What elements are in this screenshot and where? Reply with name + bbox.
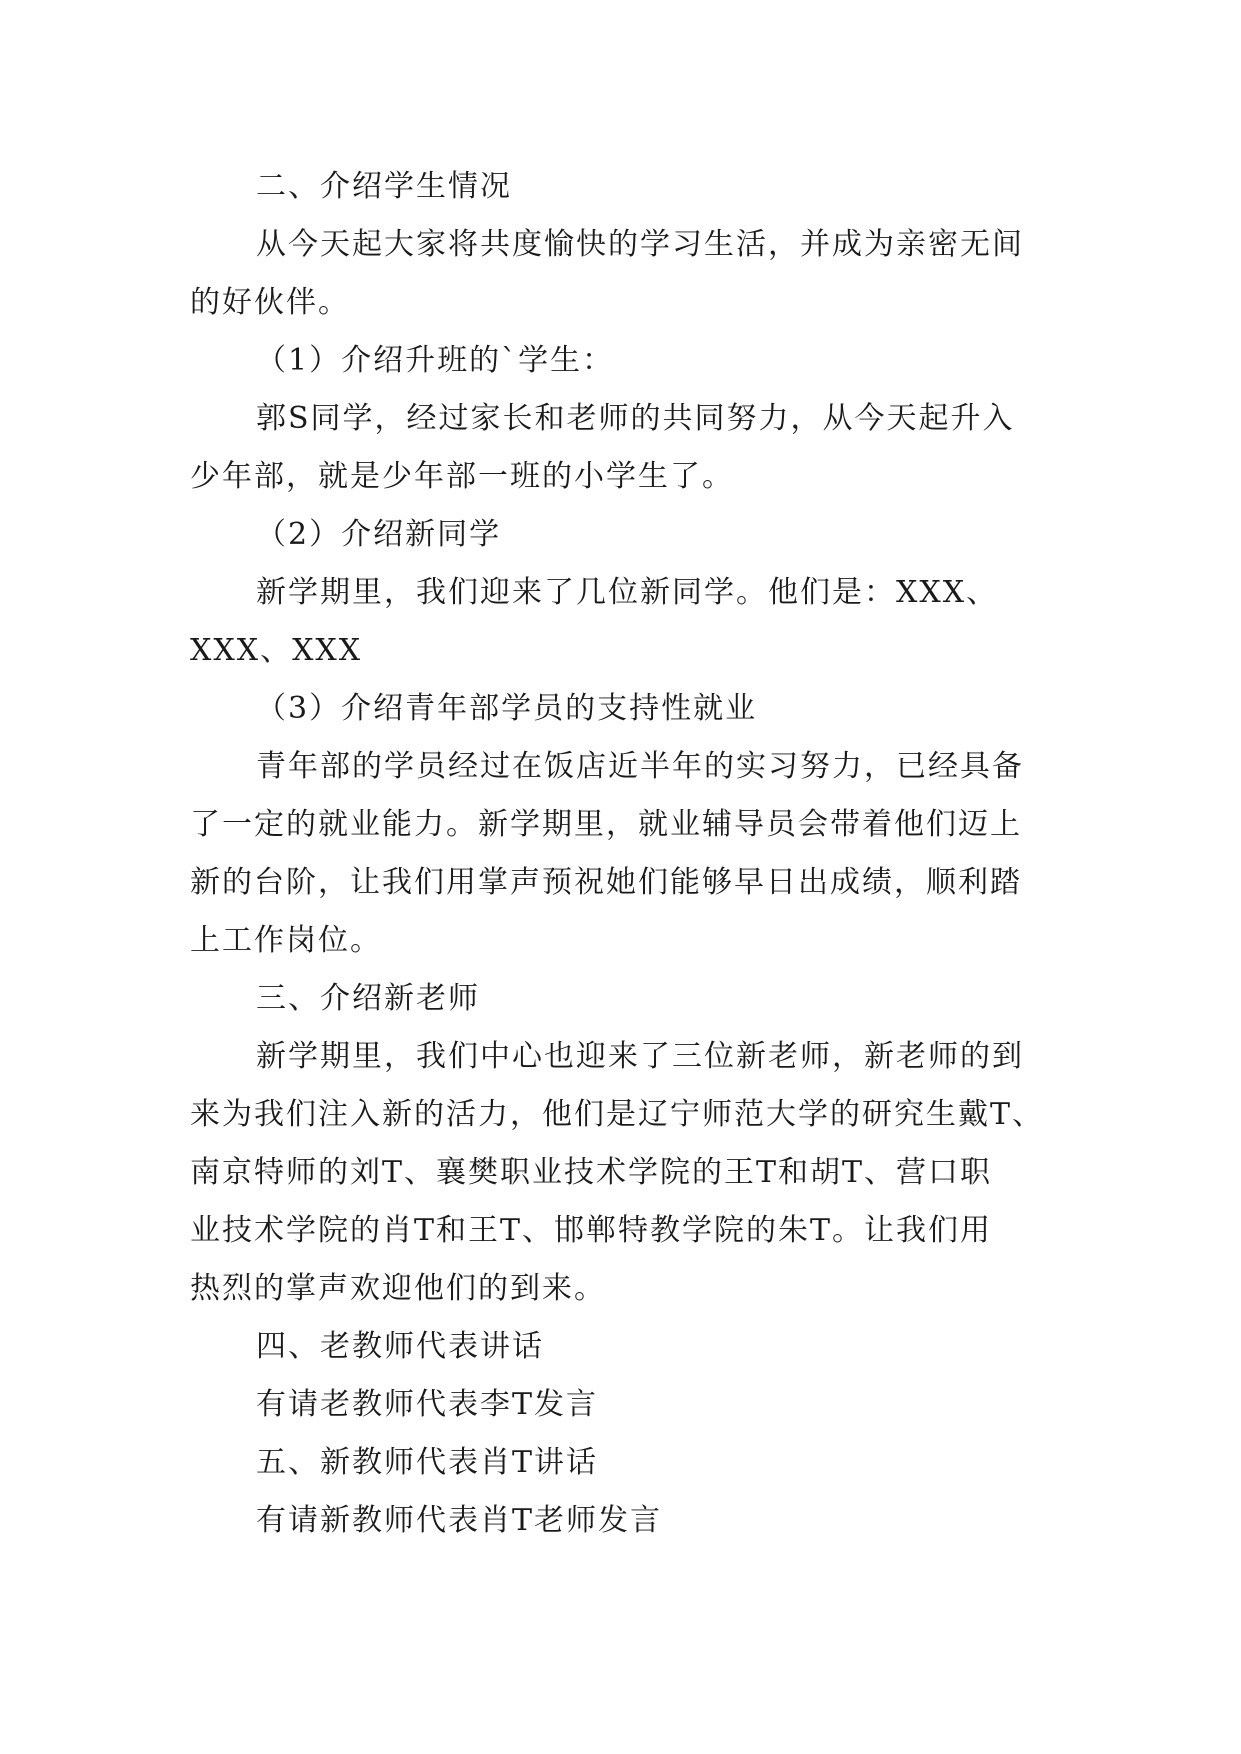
text-line: （3）介绍青年部学员的支持性就业 (256, 691, 758, 726)
text-line: 四、老教师代表讲话 (256, 1329, 544, 1364)
paragraph (190, 1318, 1070, 1376)
text-line: 新学期里，我们迎来了几位新同学。他们是：XXX、 (256, 575, 999, 610)
paragraph (190, 1376, 1070, 1434)
paragraph (190, 1492, 1070, 1550)
text-line: 五、新教师代表肖T讲话 (256, 1445, 599, 1480)
paragraph (190, 738, 1070, 970)
paragraph (190, 332, 1070, 390)
paragraph (190, 158, 1070, 216)
paragraph (190, 1434, 1070, 1492)
text-line: 少年部，就是少年部一班的小学生了。 (190, 459, 734, 494)
text-line: 新的台阶，让我们用掌声预祝她们能够早日出成绩，顺利踏 (190, 865, 1022, 900)
text-line: 郭S同学，经过家长和老师的共同努力，从今天起升入 (256, 401, 1015, 436)
paragraph (190, 970, 1070, 1028)
text-line: 了一定的就业能力。新学期里，就业辅导员会带着他们迈上 (190, 807, 1022, 842)
text-line: 业技术学院的肖T和王T、邯郸特教学院的朱T。让我们用 (190, 1213, 993, 1248)
text-line: 从今天起大家将共度愉快的学习生活，并成为亲密无间 (256, 227, 1024, 262)
text-line: 上工作岗位。 (190, 923, 382, 958)
paragraph (190, 216, 1070, 332)
paragraph (190, 390, 1070, 506)
text-line: 有请新教师代表肖T老师发言 (256, 1503, 663, 1538)
text-line: 三、介绍新老师 (256, 981, 480, 1016)
paragraph (190, 564, 1070, 680)
paragraph (190, 1028, 1070, 1318)
text-line: 南京特师的刘T、襄樊职业技术学院的王T和胡T、营口职 (190, 1155, 993, 1190)
text-line: 来为我们注入新的活力，他们是辽宁师范大学的研究生戴T、 (190, 1097, 1045, 1132)
text-line: 的好伙伴。 (190, 285, 350, 320)
text-line: 二、介绍学生情况 (256, 169, 512, 204)
paragraph (190, 680, 1070, 738)
text-line: （1）介绍升班的`学生： (256, 343, 615, 378)
text-line: 热烈的掌声欢迎他们的到来。 (190, 1271, 606, 1306)
paragraph (190, 506, 1070, 564)
document-body (190, 158, 1070, 1550)
text-line: 青年部的学员经过在饭店近半年的实习努力，已经具备 (256, 749, 1024, 784)
text-line: （2）介绍新同学 (256, 517, 502, 552)
text-line: XXX、XXX (190, 633, 363, 668)
text-line: 有请老教师代表李T发言 (256, 1387, 599, 1422)
text-line: 新学期里，我们中心也迎来了三位新老师，新老师的到 (256, 1039, 1024, 1074)
